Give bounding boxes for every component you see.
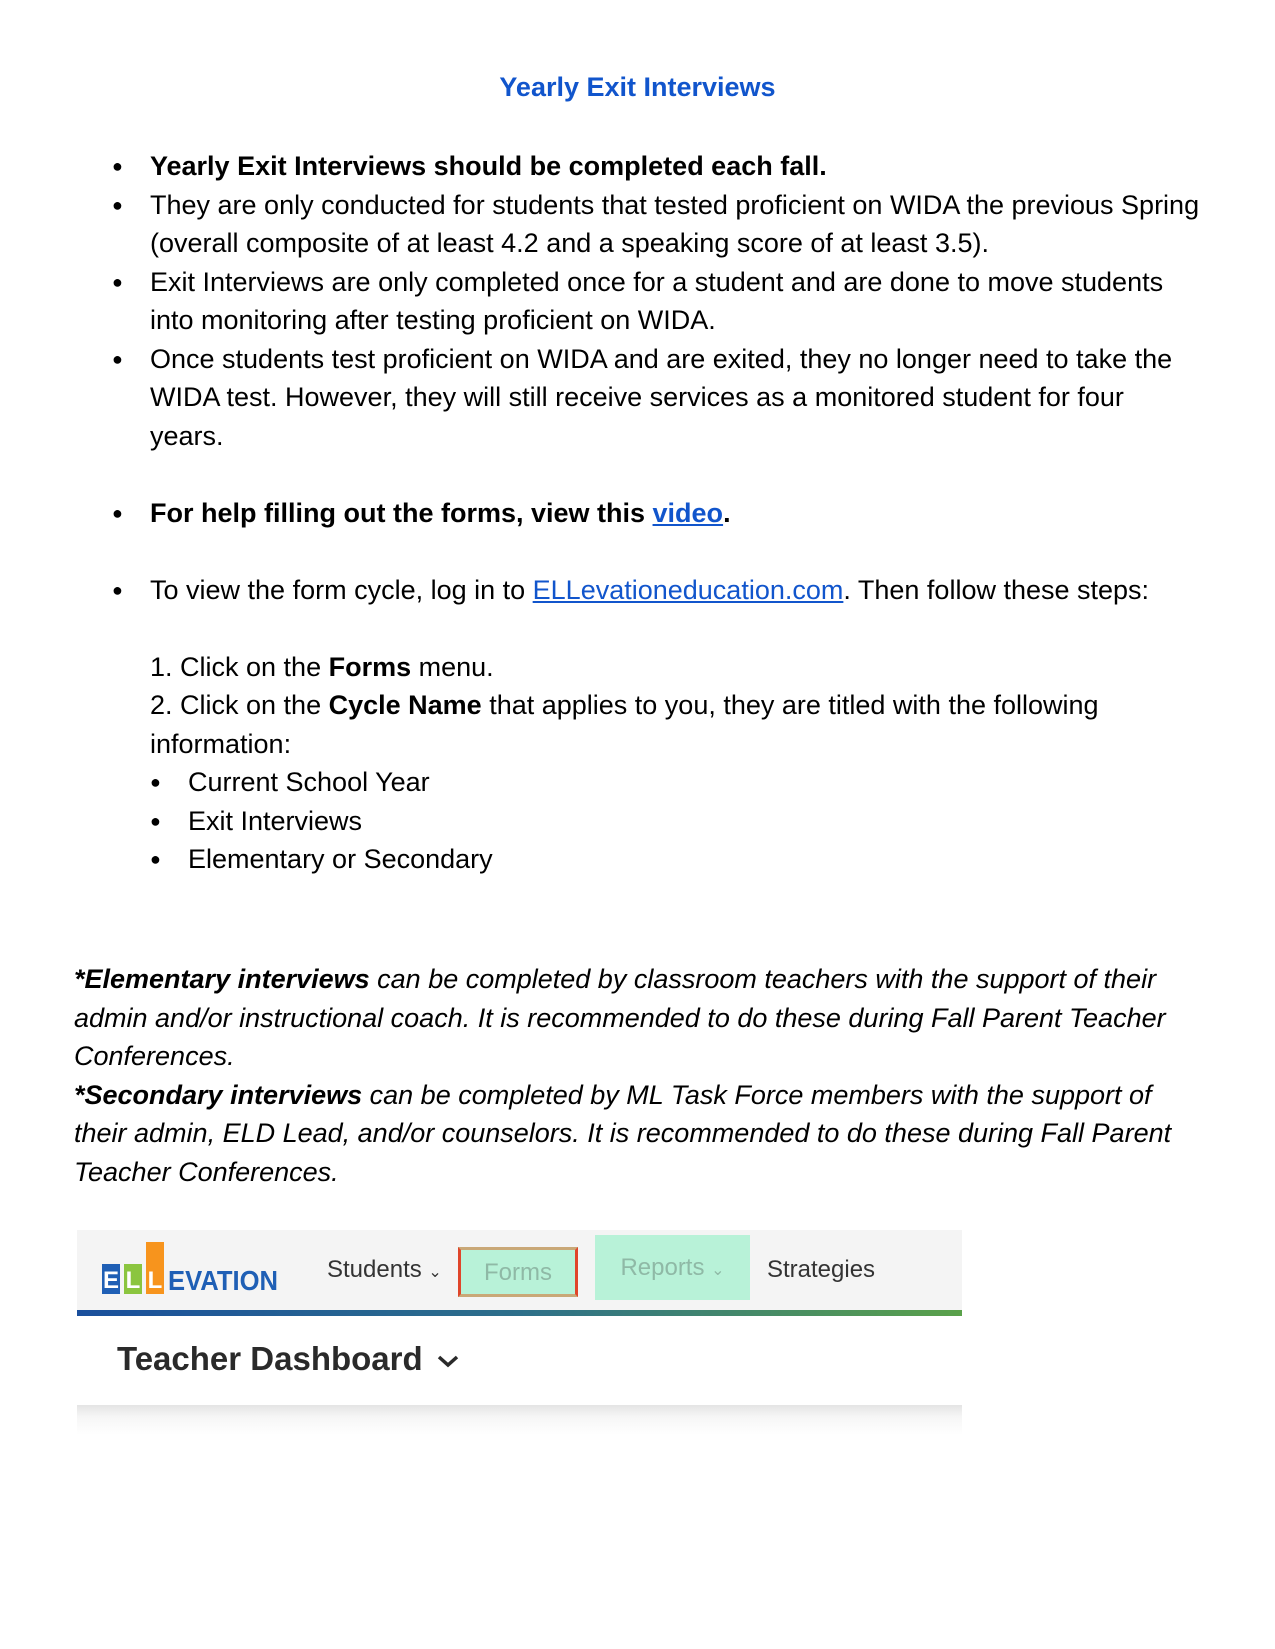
chevron-down-icon: ⌄	[711, 1262, 725, 1279]
list-item: ● Exit Interviews	[150, 802, 1202, 841]
svg-text:L: L	[125, 1267, 141, 1294]
ellevation-screenshot	[77, 1230, 962, 1445]
list-item: ● To view the form cycle, log in to ELLevationeducation.com. Then follow these steps:	[112, 571, 1202, 610]
chevron-down-icon	[436, 1353, 460, 1369]
nav-strategies[interactable]: Strategies	[767, 1256, 876, 1283]
nav-reports[interactable]: Reports ⌄	[595, 1235, 750, 1300]
list-item: ● Current School Year	[150, 763, 1202, 802]
svg-text:L: L	[147, 1267, 163, 1294]
chevron-down-icon: ⌄	[428, 1264, 442, 1281]
steps-list	[112, 648, 1202, 879]
elementary-note: *Elementary interviews can be completed by classroom teachers with the support of their admin and/or instructional coach. It is recommended to do these during Fall Parent Teacher Conferences.	[74, 964, 1166, 1071]
teacher-dashboard-dropdown[interactable]: Teacher Dashboard	[117, 1340, 460, 1378]
nav-divider	[77, 1310, 962, 1316]
video-link[interactable]: video	[652, 497, 724, 528]
step-1: 1. Click on the Forms menu.	[150, 651, 494, 682]
list-item: ● For help filling out the forms, view this video.	[112, 494, 1202, 533]
ellevation-link[interactable]: ELLevationeducation.com	[532, 574, 844, 605]
app-navbar	[77, 1230, 962, 1310]
list-item: ● Yearly Exit Interviews should be completed each fall.	[112, 147, 1202, 186]
svg-text:E: E	[102, 1267, 120, 1294]
svg-text:EVATION: EVATION	[168, 1265, 278, 1296]
secondary-note: *Secondary interviews can be completed by ML Task Force members with the support of their admin, ELD Lead, and/or counselors. It is recommended to do these during Fall Parent Teacher Conferences.	[74, 1079, 1172, 1187]
list-item: ● They are only conducted for students that tested proficient on WIDA the previous Spring (overall composite of at least 4.2 and a speaking score of at least 3.5).	[112, 186, 1202, 263]
page-title: Yearly Exit Interviews	[499, 72, 776, 102]
cycle-name-items	[150, 763, 1202, 879]
list-item: ● Exit Interviews are only completed once for a student and are done to move students into monitoring after testing proficient on WIDA.	[112, 263, 1202, 340]
dashboard-shadow	[77, 1405, 962, 1435]
step-2: 2. Click on the Cycle Name that applies to you, they are titled with the following information:	[150, 690, 1099, 759]
nav-students[interactable]: Students ⌄	[327, 1256, 442, 1283]
main-bullet-list	[112, 147, 1202, 879]
list-item: ● Once students test proficient on WIDA and are exited, they no longer need to take the WIDA test. However, they will still receive services as a monitored student for four years.	[112, 340, 1202, 456]
list-item: ● Elementary or Secondary	[150, 840, 1202, 879]
interview-notes	[74, 960, 1204, 1191]
ellevation-logo	[102, 1238, 282, 1302]
nav-forms[interactable]: Forms	[458, 1247, 578, 1297]
